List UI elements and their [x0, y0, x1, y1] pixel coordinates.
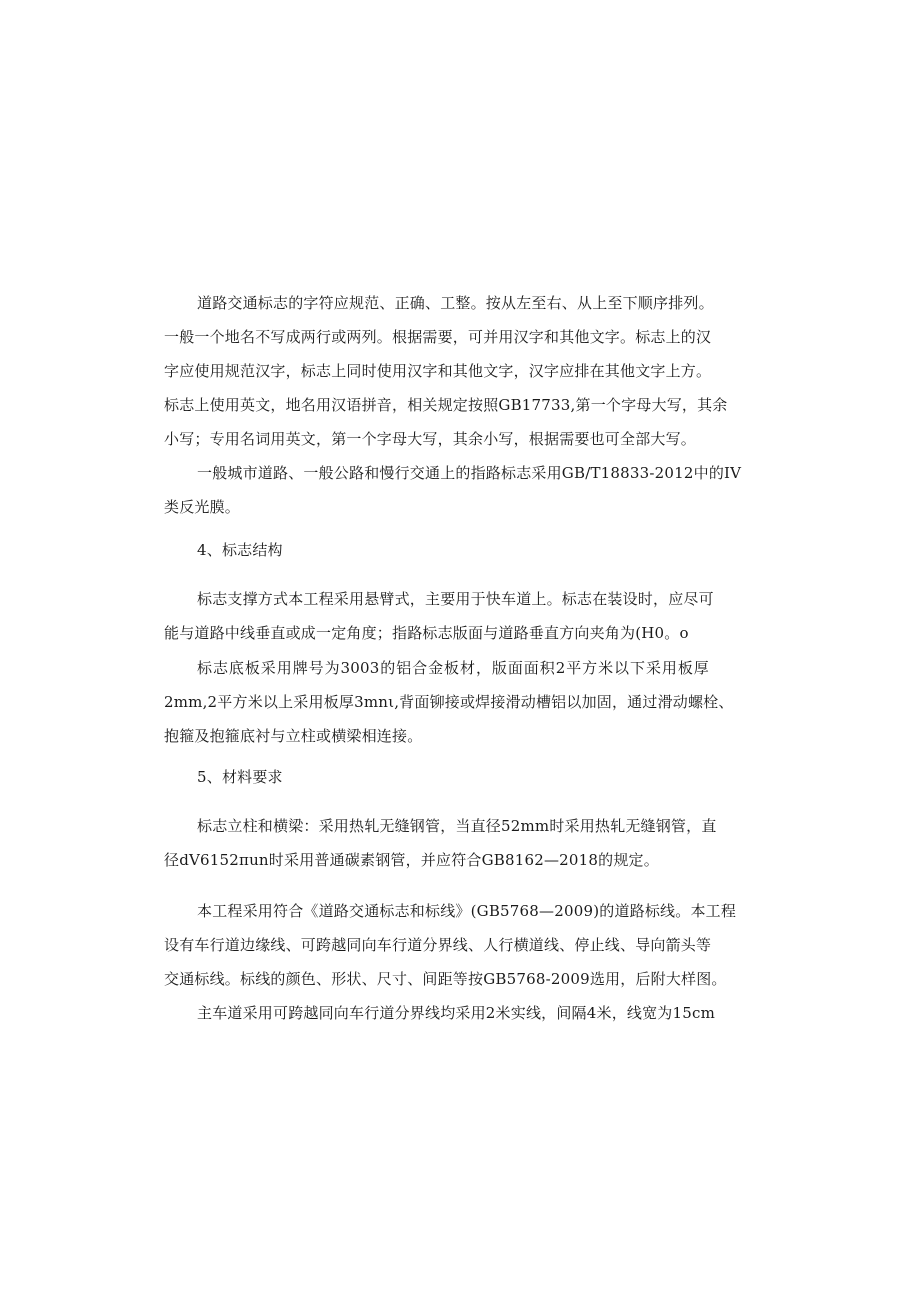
paragraph-line: 一般城市道路、一般公路和慢行交通上的指路标志采用GB/T18833-2012中的IV	[197, 464, 742, 482]
paragraph-line: 标志上使用英文，地名用汉语拼音，相关规定按照GB17733,第一个字母大写，其余	[164, 396, 728, 414]
paragraph-line: 小写；专用名词用英文，第一个字母大写，其余小写，根据需要也可全部大写。	[164, 430, 697, 448]
paragraph-line: 类反光膜。	[164, 498, 241, 516]
paragraph-line: 本工程采用符合《道路交通标志和标线》(GB5768—2009)的道路标线。本工程	[197, 902, 737, 920]
paragraph-line: 设有车行道边缘线、可跨越同向车行道分界线、人行横道线、停止线、导向箭头等	[164, 936, 712, 954]
paragraph-line: 交通标线。标线的颜色、形状、尺寸、间距等按GB5768-2009选用，后附大样图。	[164, 970, 727, 988]
section-heading: 5、材料要求	[197, 768, 283, 786]
paragraph-line: 标志支撑方式本工程采用悬臂式，主要用于快车道上。标志在装设时，应尽可	[197, 590, 714, 608]
section-heading: 4、标志结构	[197, 541, 283, 559]
paragraph-line: 主车道采用可跨越同向车行道分界线均采用2米实线，间隔4米，线宽为15cm	[197, 1004, 716, 1022]
paragraph-line: 一般一个地名不写成两行或两列。根据需要，可并用汉字和其他文字。标志上的汉	[164, 328, 712, 346]
paragraph-line: 标志底板采用牌号为3003的铝合金板材，版面面积2平方米以下采用板厚	[197, 659, 709, 677]
paragraph-line: 径dV6152πun时采用普通碳素钢管，并应符合GB8162—2018的规定。	[164, 851, 659, 869]
paragraph-line: 字应使用规范汉字，标志上同时使用汉字和其他文字，汉字应排在其他文字上方。	[164, 362, 712, 380]
paragraph-line: 能与道路中线垂直或成一定角度；指路标志版面与道路垂直方向夹角为(H0。o	[164, 624, 689, 642]
paragraph-line: 道路交通标志的字符应规范、正确、工整。按从左至右、从上至下顺序排列。	[197, 294, 714, 312]
paragraph-line: 2mm,2平方米以上采用板厚3mnι,背面铆接或焊接滑动槽铝以加固，通过滑动螺栓、	[164, 693, 734, 711]
paragraph-line: 标志立柱和横梁：采用热轧无缝钢管，当直径52mm时采用热轧无缝钢管，直	[197, 817, 717, 835]
paragraph-line: 抱箍及抱箍底衬与立柱或横梁相连接。	[164, 727, 423, 745]
